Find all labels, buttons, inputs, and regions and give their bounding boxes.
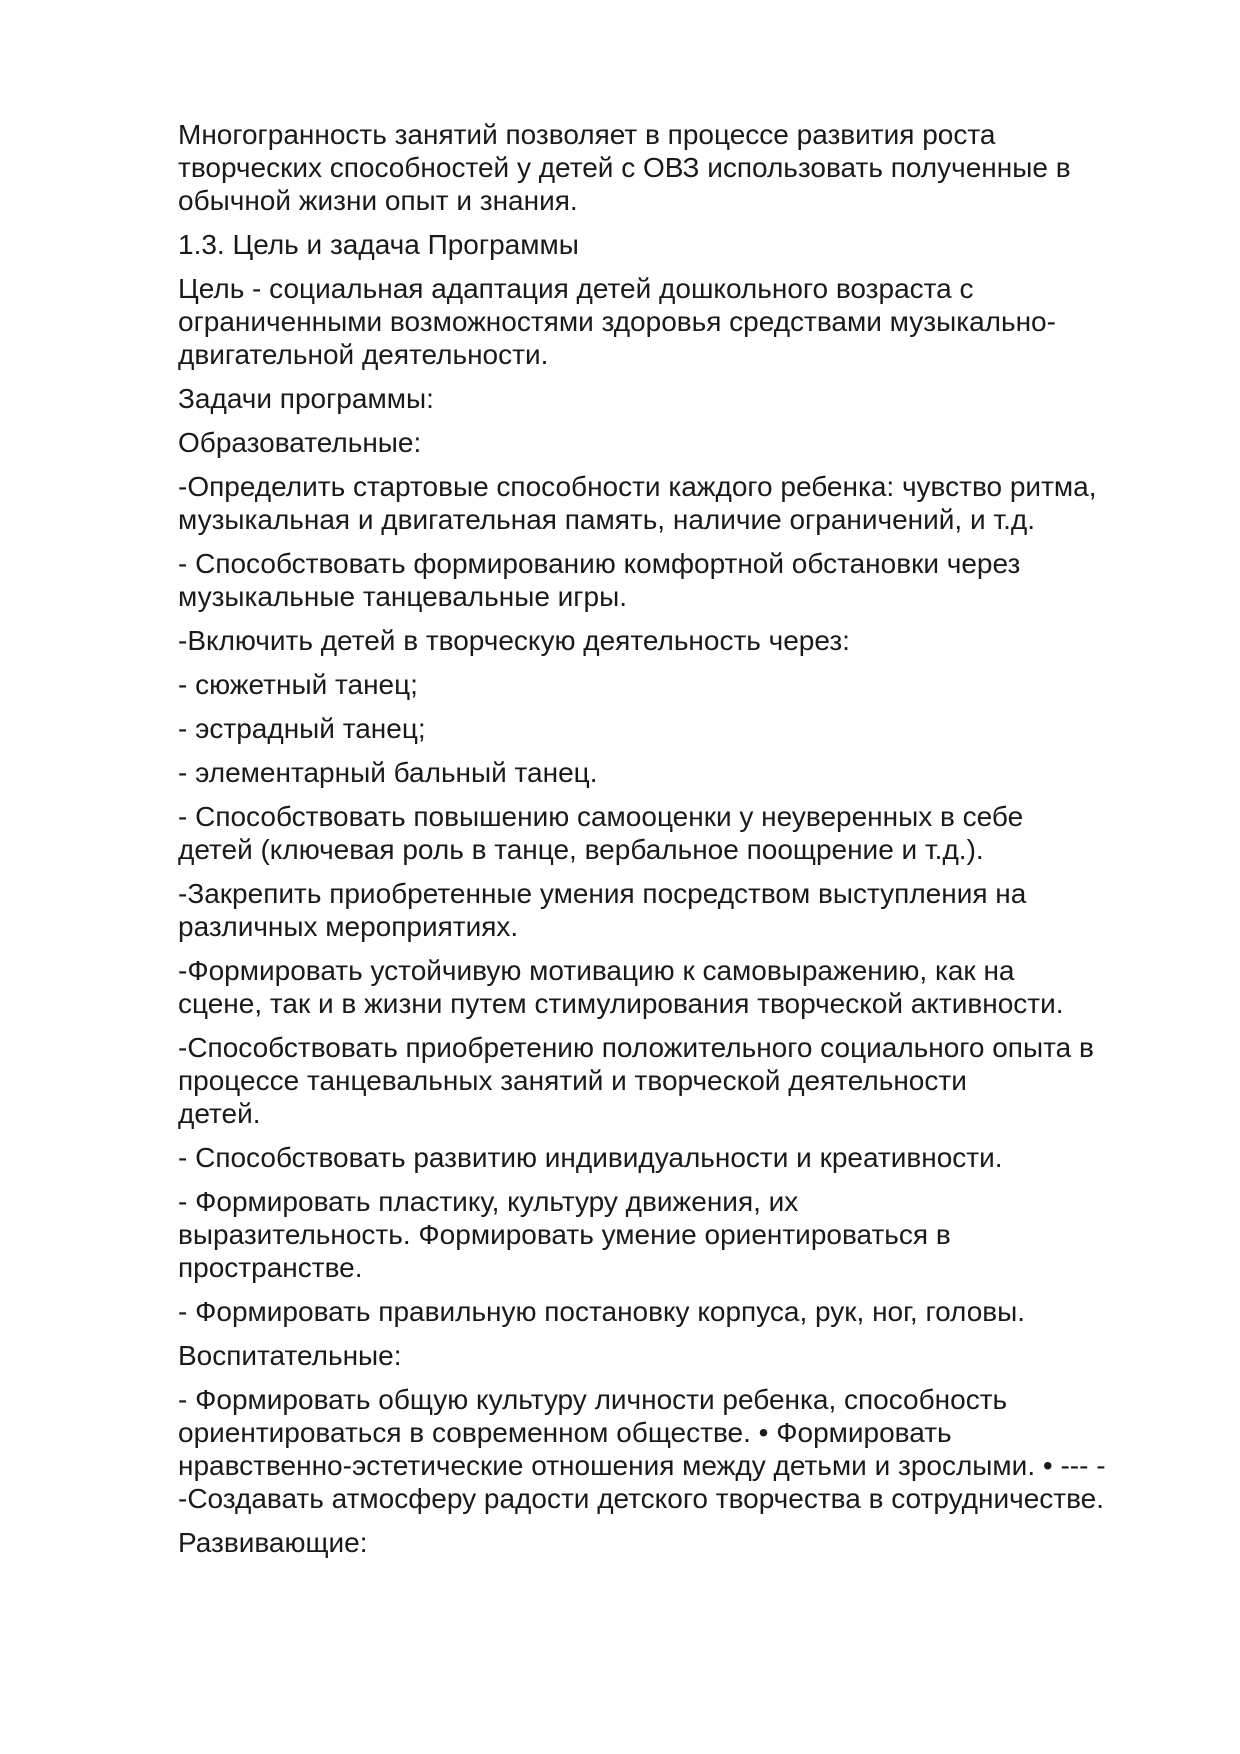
list-item: - Способствовать формированию комфортной обстановки через музыкальные танцевальные игры. (178, 548, 1021, 612)
list-item: -Определить стартовые способности каждого ребенка: чувство ритма, музыкальная и двигательная память, наличие ограничений, и т.д. (178, 471, 1097, 535)
list-item: - сюжетный танец; (178, 669, 418, 700)
educational-heading: Образовательные: (178, 427, 422, 458)
list-item: - Формировать пластику, культуру движения, их выразительность. Формировать умение ориентироваться в пространстве. (178, 1186, 951, 1283)
list-item: - Формировать общую культуру личности ребенка, способность ориентироваться в современном обществе. • Формировать нравственно-эстетические отношения между детьми и зрослыми. • --- - -Создавать атмосферу радости детского творчества в сотрудничестве. (178, 1384, 1106, 1514)
document-body (178, 118, 1178, 1570)
list-item: - Формировать правильную постановку корпуса, рук, ног, головы. (178, 1296, 1026, 1327)
goal-paragraph: Цель - социальная адаптация детей дошкольного возраста с ограниченными возможностями здоровья средствами музыкально- двигательной деятельности. (178, 273, 1056, 370)
list-item: -Формировать устойчивую мотивацию к самовыражению, как на сцене, так и в жизни путем стимулирования творческой активности. (178, 955, 1064, 1019)
list-item: - Способствовать повышению самооценки у неуверенных в себе детей (ключевая роль в танце, вербальное поощрение и т.д.). (178, 801, 1024, 865)
list-item: -Закрепить приобретенные умения посредством выступления на различных мероприятиях. (178, 878, 1027, 942)
list-item: -Включить детей в творческую деятельность через: (178, 625, 850, 656)
list-item: - эстрадный танец; (178, 713, 426, 744)
list-item: -Способствовать приобретению положительного социального опыта в процессе танцевальных занятий и творческой деятельности детей. (178, 1032, 1094, 1129)
intro-paragraph: Многогранность занятий позволяет в процессе развития роста творческих способностей у детей с ОВЗ использовать полученные в обычной жизни опыт и знания. (178, 119, 1071, 216)
upbringing-heading: Воспитательные: (178, 1340, 402, 1371)
developmental-heading: Развивающие: (178, 1527, 368, 1558)
section-heading: 1.3. Цель и задача Программы (178, 229, 579, 260)
list-item: - элементарный бальный танец. (178, 757, 598, 788)
list-item: - Способствовать развитию индивидуальности и креативности. (178, 1142, 1003, 1173)
tasks-heading: Задачи программы: (178, 383, 434, 414)
